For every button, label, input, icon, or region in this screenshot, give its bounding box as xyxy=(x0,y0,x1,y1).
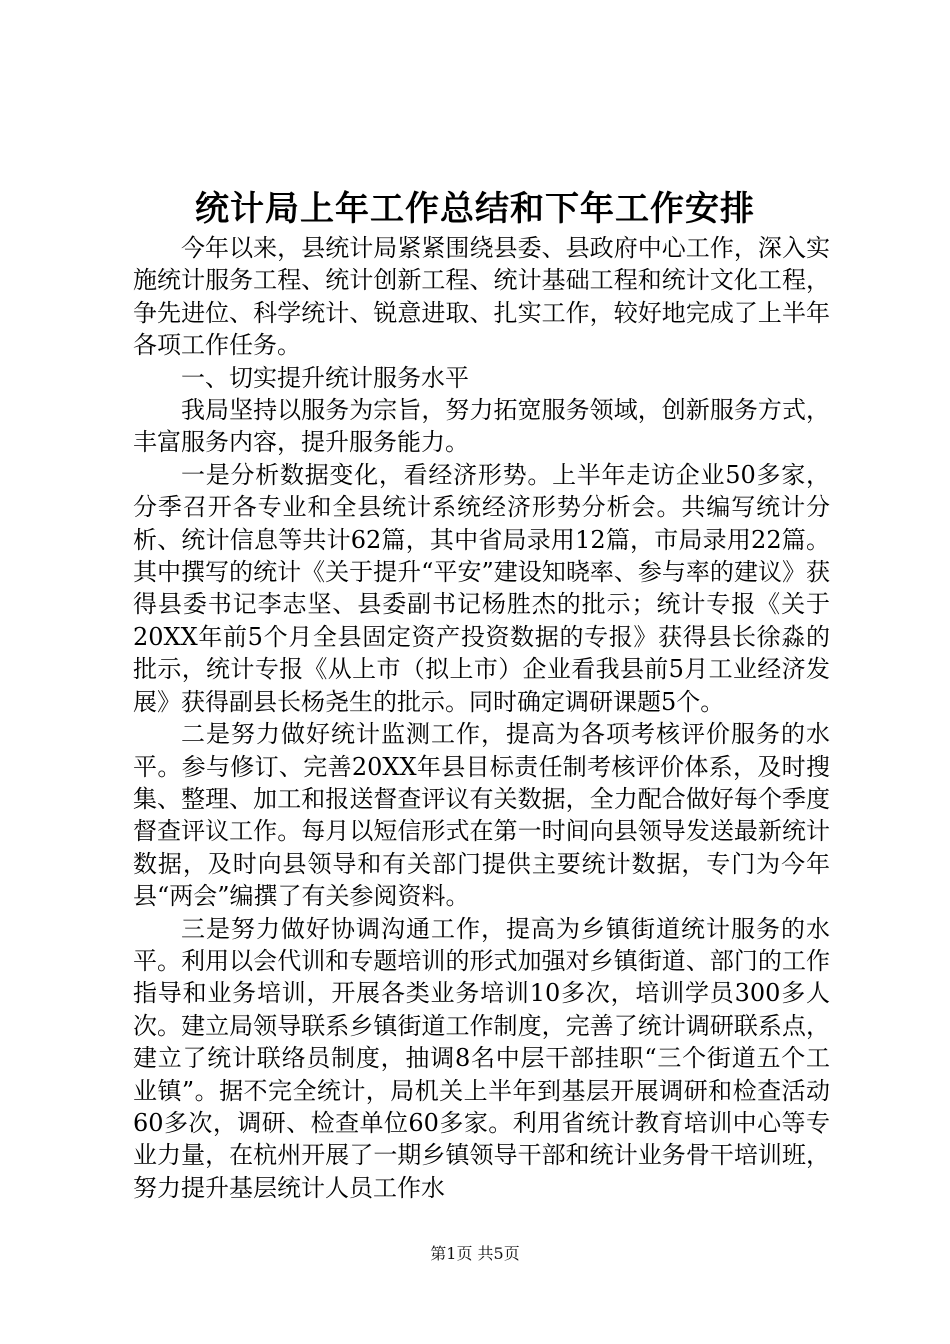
document-body xyxy=(133,232,830,1204)
paragraph-service-goal: 我局坚持以服务为宗旨，努力拓宽服务领域，创新服务方式，丰富服务内容，提升服务能力。 xyxy=(133,396,830,457)
section-heading-1: 一、切实提升统计服务水平 xyxy=(181,363,469,392)
page-number-footer: 第1页 共5页 xyxy=(430,1244,520,1263)
paragraph-point-3: 三是努力做好协调沟通工作，提高为乡镇街道统计服务的水平。利用以会代训和专题培训的形式加强对乡镇街道、部门的工作指导和业务培训，开展各类业务培训10多次，培训学员300多人次。建立局领导联系乡镇街道工作制度，完善了统计调研联系点，建立了统计联络员制度，抽调8名中层干部挂职“三个街道五个工业镇”。据不完全统计，局机关上半年到基层开展调研和检查活动60多次，调研、检查单位60多家。利用省统计教育培训中心等专业力量，在杭州开展了一期乡镇领导干部和统计业务骨干培训班，努力提升基层统计人员工作水 xyxy=(133,914,830,1202)
paragraph-intro: 今年以来，县统计局紧紧围绕县委、县政府中心工作，深入实施统计服务工程、统计创新工程、统计基础工程和统计文化工程，争先进位、科学统计、锐意进取、扎实工作，较好地完成了上半年各项工作任务。 xyxy=(133,234,830,360)
document-title: 统计局上年工作总结和下年工作安排 xyxy=(195,189,755,229)
paragraph-point-2: 二是努力做好统计监测工作，提高为各项考核评价服务的水平。参与修订、完善20XX年县目标责任制考核评价体系，及时搜集、整理、加工和报送督查评议有关数据，全力配合做好每个季度督查评议工作。每月以短信形式在第一时间向县领导发送最新统计数据，及时向县领导和有关部门提供主要统计数据，专门为今年县“两会”编撰了有关参阅资料。 xyxy=(133,720,830,911)
paragraph-point-1: 一是分析数据变化，看经济形势。上半年走访企业50多家，分季召开各专业和全县统计系统经济形势分析会。共编写统计分析、统计信息等共计62篇，其中省局录用12篇，市局录用22篇。其中撰写的统计《关于提升“平安”建设知晓率、参与率的建议》获得县委书记李志坚、县委副书记杨胜杰的批示；统计专报《关于20XX年前5个月全县固定资产投资数据的专报》获得县长徐淼的批示，统计专报《从上市（拟上市）企业看我县前5月工业经济发展》获得副县长杨尧生的批示。同时确定调研课题5个。 xyxy=(133,460,830,716)
